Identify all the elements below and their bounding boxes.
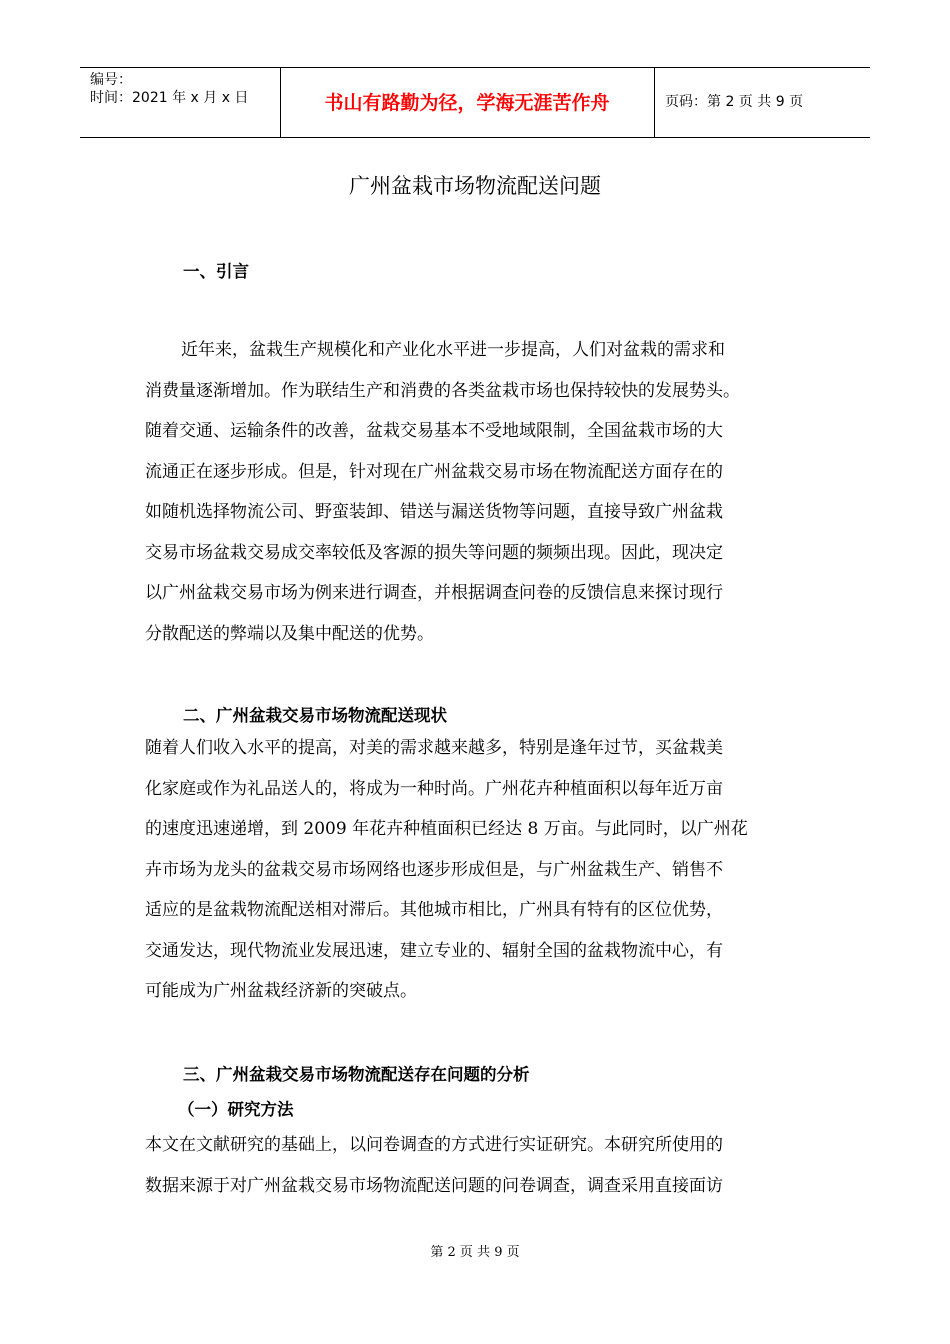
section-body-intro [145,330,835,654]
section-body-analysis [145,1125,835,1206]
text-line: 以广州盆栽交易市场为例来进行调查，并根据调查问卷的反馈信息来探讨现行 [145,583,723,603]
number-label: 编号： [90,72,132,88]
header-motto-cell [280,68,655,137]
text-line: 适应的是盆栽物流配送相对滞后。其他城市相比，广州具有特有的区位优势， [145,900,723,920]
section-body-status [145,728,835,1012]
text-line: 化家庭或作为礼品送人的，将成为一种时尚。广州花卉种植面积以每年近万亩 [145,778,723,799]
text-line: 的速度迅速递增，到 2009 年花卉种植面积已经达 8 万亩。与此同时，以广州花 [145,819,748,839]
motto: 书山有路勤为径，学海无涯苦作舟 [324,92,610,114]
section-heading-status: 二、广州盆栽交易市场物流配送现状 [183,706,447,725]
text-line: 可能成为广州盆栽经济新的突破点。 [145,981,417,1001]
document-header [80,67,870,138]
text-line: 分散配送的弊端以及集中配送的优势。 [145,623,434,644]
text-line: 随着交通、运输条件的改善，盆栽交易基本不受地域限制，全国盆栽市场的大 [145,421,723,441]
text-line: 交易市场盆栽交易成交率较低及客源的损失等问题的频频出现。因此，现决定 [145,542,723,563]
header-meta-cell [80,68,281,137]
document-title: 广州盆栽市场物流配送问题 [349,174,601,198]
page-footer: 第 2 页 共 9 页 [430,1245,520,1260]
text-line: 卉市场为龙头的盆栽交易市场网络也逐步形成但是，与广州盆栽生产、销售不 [145,859,723,880]
text-line: 近年来，盆栽生产规模化和产业化水平进一步提高，人们对盆栽的需求和 [181,340,725,360]
text-line: 本文在文献研究的基础上，以问卷调查的方式进行实证研究。本研究所使用的 [145,1135,723,1155]
text-line: 随着人们收入水平的提高，对美的需求越来越多，特别是逢年过节，买盆栽美 [145,738,723,758]
section-heading-intro: 一、引言 [183,262,249,281]
time-label: 时间：2021 年 x 月 x 日 [90,90,249,106]
header-page-cell [655,68,870,137]
text-line: 流通正在逐步形成。但是，针对现在广州盆栽交易市场在物流配送方面存在的 [145,461,723,482]
text-line: 交通发达，现代物流业发展迅速，建立专业的、辐射全国的盆栽物流中心，有 [145,940,723,961]
section-heading-analysis: 三、广州盆栽交易市场物流配送存在问题的分析 [183,1065,530,1084]
page-info: 页码：第 2 页 共 9 页 [665,94,804,110]
text-line: 消费量逐渐增加。作为联结生产和消费的各类盆栽市场也保持较快的发展势头。 [145,380,740,401]
subsection-heading-method: （一）研究方法 [178,1100,294,1119]
text-line: 如随机选择物流公司、野蛮装卸、错送与漏送货物等问题，直接导致广州盆栽 [145,502,723,522]
text-line: 数据来源于对广州盆栽交易市场物流配送问题的问卷调查，调查采用直接面访 [145,1175,723,1196]
